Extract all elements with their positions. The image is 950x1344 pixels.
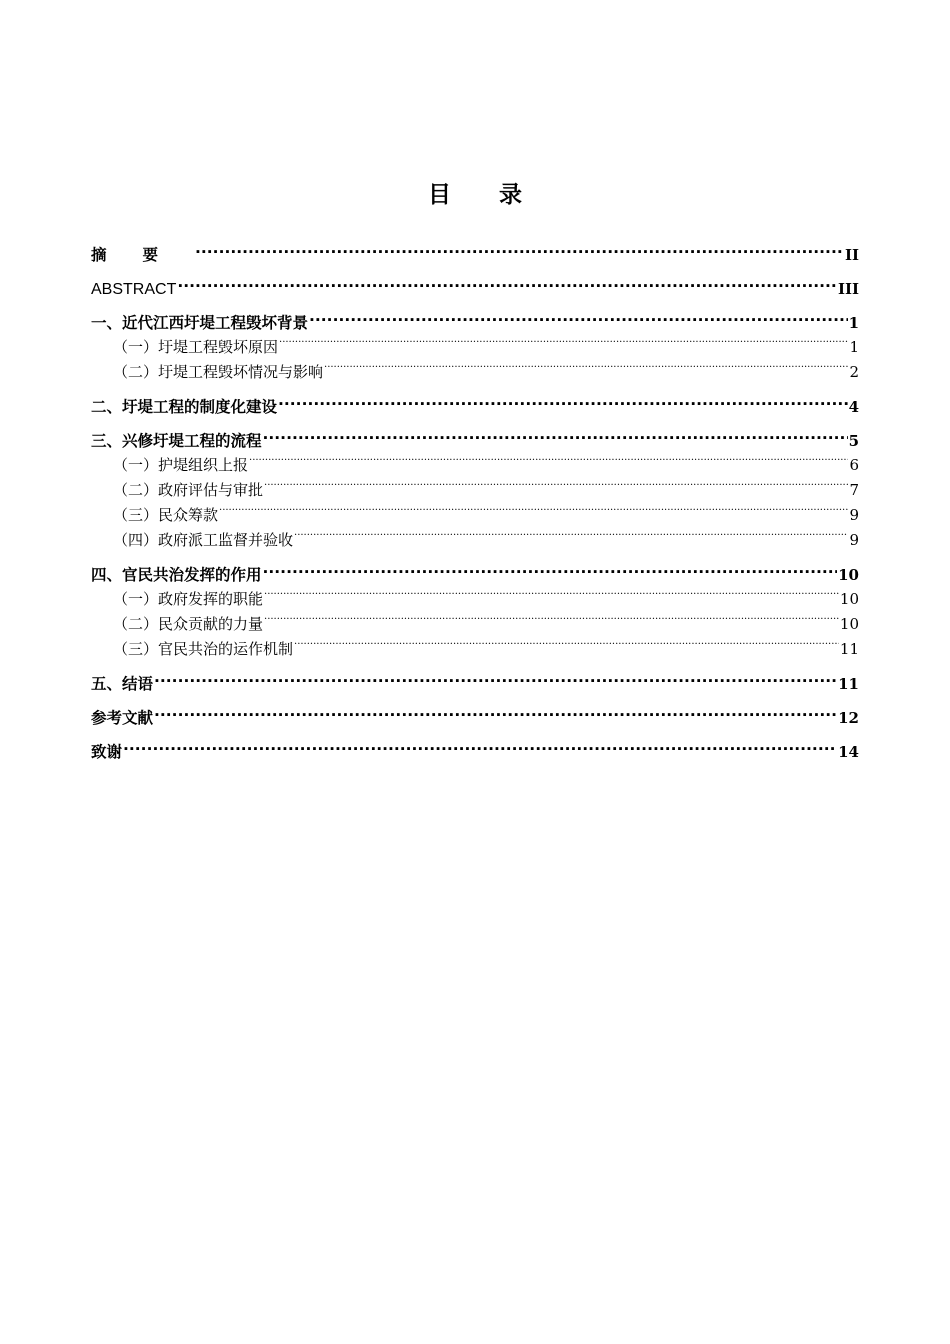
toc-entry-label: （一）护堤组织上报 <box>113 456 249 474</box>
toc-entry-section-5[interactable] <box>91 672 859 696</box>
toc-entry-section-3-1[interactable] <box>91 453 859 478</box>
toc-entry-label: （三）民众筹款 <box>113 506 219 524</box>
dot-leader <box>263 431 848 447</box>
toc-entry-label: 五、结语 <box>91 675 154 693</box>
toc-entry-page: 9 <box>849 506 859 524</box>
toc-entry-page: II <box>844 246 859 264</box>
toc-entry-page: III <box>837 280 859 298</box>
dot-leader <box>294 530 848 545</box>
dot-leader <box>154 708 837 724</box>
dot-leader <box>324 362 848 377</box>
toc-entry-section-4-3[interactable] <box>91 637 859 662</box>
toc-entry-section-3-3[interactable] <box>91 503 859 528</box>
dot-leader <box>177 279 837 295</box>
toc-entry-section-3[interactable] <box>91 429 859 453</box>
toc-entry-page: 10 <box>838 566 859 584</box>
page-title: 目录 <box>428 182 570 208</box>
toc-entry-section-3-2[interactable] <box>91 478 859 503</box>
toc-entry-page: 7 <box>849 481 859 499</box>
toc-entry-page: 10 <box>839 590 859 608</box>
toc-entry-label: （一）政府发挥的职能 <box>113 590 264 608</box>
toc-entry-label: 二、圩堤工程的制度化建设 <box>91 398 278 416</box>
toc-entry-label: ABSTRACT <box>91 281 177 298</box>
toc-entry-acknowledgements[interactable] <box>91 740 859 764</box>
toc-entry-label: 三、兴修圩堤工程的流程 <box>91 432 262 450</box>
dot-leader <box>309 313 848 329</box>
toc-entry-label: （二）政府评估与审批 <box>113 481 264 499</box>
toc-entry-section-1[interactable] <box>91 311 859 335</box>
toc-entry-label: 一、近代江西圩堤工程毁坏背景 <box>91 314 309 332</box>
dot-leader <box>294 639 839 654</box>
toc-entry-page: 6 <box>849 456 859 474</box>
dot-leader <box>195 245 844 261</box>
toc-entry-label: （四）政府派工监督并验收 <box>113 531 294 549</box>
toc-entry-label: （三）官民共治的运作机制 <box>113 640 294 658</box>
table-of-contents <box>91 243 859 764</box>
toc-entry-label: 致谢 <box>91 743 123 761</box>
toc-entry-label: （一）圩堤工程毁坏原因 <box>113 338 279 356</box>
toc-entry-section-3-4[interactable] <box>91 528 859 553</box>
toc-entry-page: 1 <box>848 314 859 332</box>
toc-entry-label: （二）圩堤工程毁坏情况与影响 <box>113 363 324 381</box>
dot-leader <box>263 565 838 581</box>
toc-entry-section-4-2[interactable] <box>91 612 859 637</box>
toc-entry-page: 2 <box>849 363 859 381</box>
toc-entry-section-4-1[interactable] <box>91 587 859 612</box>
toc-entry-label: 摘要 <box>91 246 195 264</box>
toc-entry-label: 四、官民共治发挥的作用 <box>91 566 262 584</box>
toc-entry-section-2[interactable] <box>91 395 859 419</box>
dot-leader <box>154 674 837 690</box>
toc-entry-page: 1 <box>849 338 859 356</box>
toc-entry-section-1-2[interactable] <box>91 360 859 385</box>
toc-entry-page: 12 <box>838 709 859 727</box>
dot-leader <box>264 614 839 629</box>
dot-leader <box>123 742 837 758</box>
dot-leader <box>278 397 848 413</box>
toc-entry-page: 14 <box>838 743 859 761</box>
dot-leader <box>264 480 848 495</box>
toc-entry-abstract-en[interactable] <box>91 277 859 301</box>
dot-leader <box>249 455 848 470</box>
dot-leader <box>264 589 839 604</box>
toc-entry-references[interactable] <box>91 706 859 730</box>
toc-entry-abstract-cn[interactable] <box>91 243 859 267</box>
toc-entry-section-1-1[interactable] <box>91 335 859 360</box>
toc-entry-page: 10 <box>839 615 859 633</box>
toc-entry-section-4[interactable] <box>91 563 859 587</box>
dot-leader <box>279 337 848 352</box>
toc-entry-page: 9 <box>849 531 859 549</box>
toc-entry-label: 参考文献 <box>91 709 154 727</box>
toc-entry-page: 4 <box>848 398 859 416</box>
toc-entry-page: 11 <box>839 640 859 658</box>
dot-leader <box>219 505 848 520</box>
toc-entry-label: （二）民众贡献的力量 <box>113 615 264 633</box>
toc-entry-page: 5 <box>848 432 859 450</box>
toc-entry-page: 11 <box>838 675 859 693</box>
